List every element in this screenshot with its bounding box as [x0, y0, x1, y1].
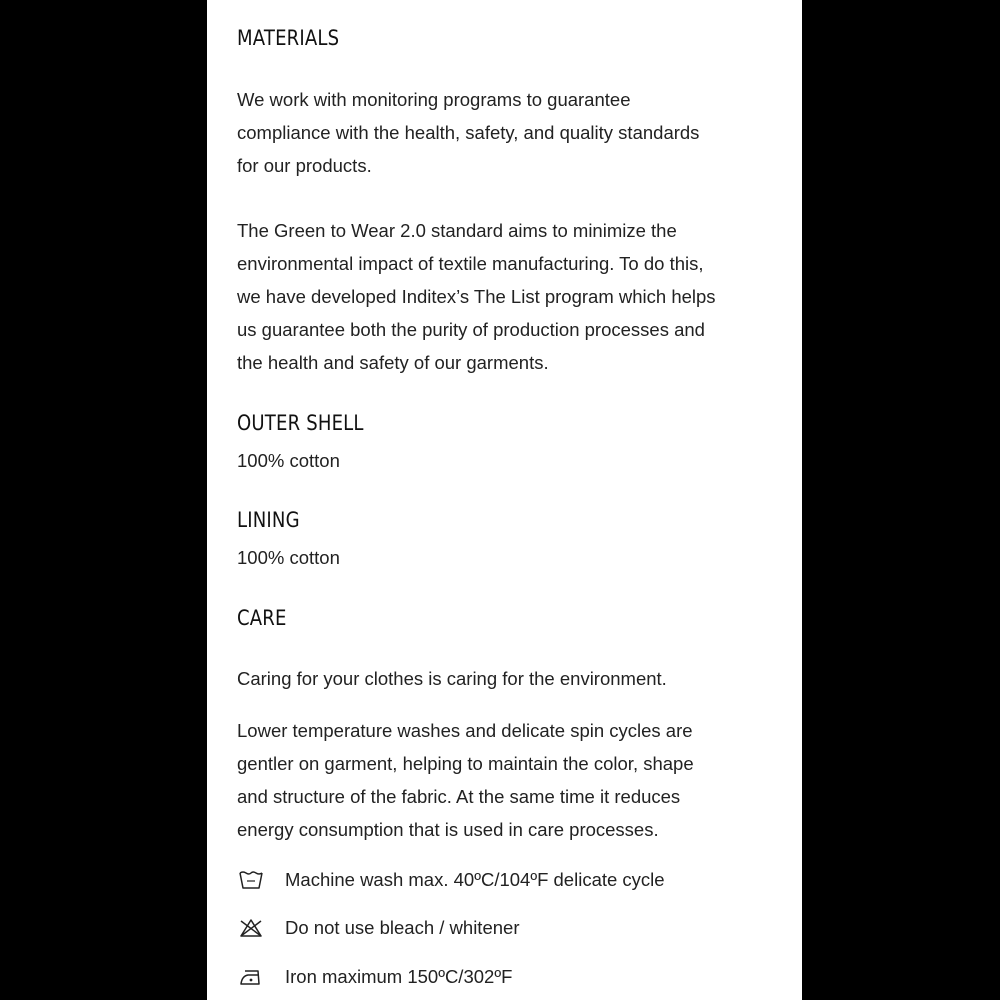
care-instruction-text: Iron maximum 150ºC/302ºF: [285, 966, 513, 987]
text-line: Lower temperature washes and delicate spin cycles are: [237, 720, 693, 741]
care-instruction-text: Machine wash max. 40ºC/104ºF delicate cycle: [285, 869, 665, 890]
care-paragraph: [237, 714, 777, 846]
iron-icon: [237, 965, 265, 989]
lining-composition: 100% cotton: [237, 547, 340, 568]
care-instruction-row: [237, 865, 665, 895]
text-line: We work with monitoring programs to guarantee: [237, 89, 631, 110]
text-line: compliance with the health, safety, and quality standards: [237, 122, 700, 143]
materials-paragraph-2: [237, 214, 777, 379]
text-line: environmental impact of textile manufacturing. To do this,: [237, 253, 704, 274]
text-line: us guarantee both the purity of production processes and: [237, 319, 705, 340]
materials-heading: MATERIALS: [237, 26, 340, 50]
care-instruction-row: [237, 962, 512, 992]
text-line: the health and safety of our garments.: [237, 352, 549, 373]
outer-shell-composition: 100% cotton: [237, 450, 340, 471]
product-details-panel: [207, 0, 802, 1000]
machine-wash-icon: [237, 868, 265, 892]
text-line: gentler on garment, helping to maintain the color, shape: [237, 753, 694, 774]
text-line: The Green to Wear 2.0 standard aims to minimize the: [237, 220, 677, 241]
text-line: and structure of the fabric. At the same time it reduces: [237, 786, 681, 807]
care-instruction-row: [237, 913, 519, 943]
outer-shell-heading: OUTER SHELL: [237, 411, 364, 435]
care-heading: CARE: [237, 606, 287, 630]
lining-heading: LINING: [237, 508, 300, 532]
no-bleach-icon: [237, 916, 265, 940]
text-line: for our products.: [237, 155, 372, 176]
text-line: we have developed Inditex’s The List program which helps: [237, 286, 716, 307]
care-instruction-text: Do not use bleach / whitener: [285, 917, 520, 938]
text-line: energy consumption that is used in care processes.: [237, 819, 659, 840]
materials-paragraph-1: [237, 83, 777, 182]
care-intro: Caring for your clothes is caring for the environment.: [237, 668, 667, 689]
